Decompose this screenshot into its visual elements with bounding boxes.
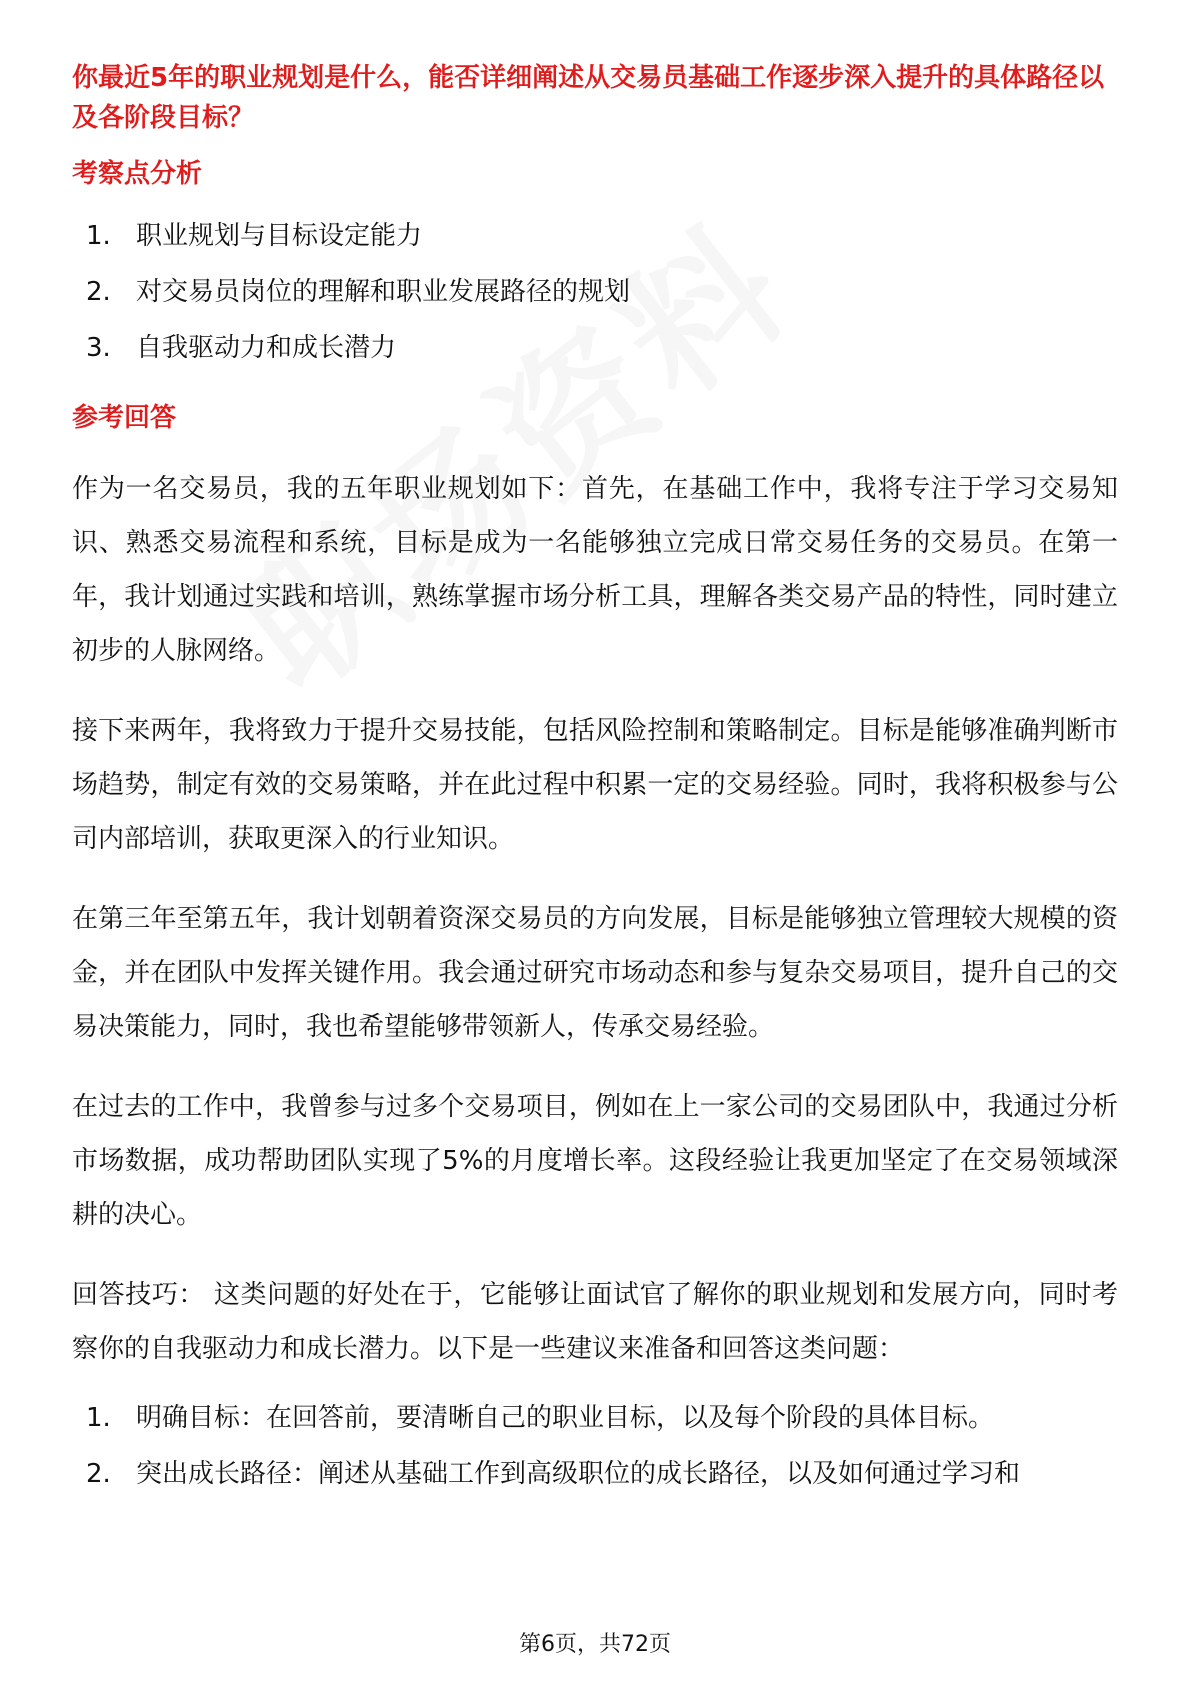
answer-paragraph: 在过去的工作中，我曾参与过多个交易项目，例如在上一家公司的交易团队中，我通过分析市场数据，成功帮助团队实现了5%的月度增长率。这段经验让我更加坚定了在交易领域深耕的决心。 (72, 1092, 1118, 1230)
answer-paragraph: 在第三年至第五年，我计划朝着资深交易员的方向发展，目标是能够独立管理较大规模的资金，并在团队中发挥关键作用。我会通过研究市场动态和参与复杂交易项目，提升自己的交易决策能力，同时，我也希望能够带领新人，传承交易经验。 (72, 904, 1118, 1042)
list-item-text: 突出成长路径：阐述从基础工作到高级职位的成长路径，以及如何通过学习和 (136, 1459, 1021, 1489)
list-item-number: 2. (86, 1459, 111, 1489)
question-title: 你最近5年的职业规划是什么，能否详细阐述从交易员基础工作逐步深入提升的具体路径以及各阶段目标？ (72, 63, 1105, 133)
list-item (72, 264, 1118, 320)
list-item-text: 对交易员岗位的理解和职业发展路径的规划 (136, 277, 631, 307)
list-item-number: 1. (86, 221, 111, 251)
answer-paragraph: 接下来两年，我将致力于提升交易技能，包括风险控制和策略制定。目标是能够准确判断市场趋势，制定有效的交易策略，并在此过程中积累一定的交易经验。同时，我将积极参与公司内部培训，获取更深入的行业知识。 (72, 716, 1118, 854)
answer-heading: 参考回答 (72, 403, 177, 433)
list-item-number: 3. (86, 333, 111, 363)
list-item-text: 明确目标：在回答前，要清晰自己的职业目标，以及每个阶段的具体目标。 (136, 1403, 995, 1433)
list-item (72, 1446, 1118, 1502)
list-item-number: 2. (86, 277, 111, 307)
analysis-heading: 考察点分析 (72, 159, 203, 189)
list-item (72, 208, 1118, 264)
list-item-number: 1. (86, 1403, 111, 1433)
list-item (72, 1390, 1118, 1446)
tips-intro-paragraph: 回答技巧： 这类问题的好处在于，它能够让面试官了解你的职业规划和发展方向，同时考察你的自我驱动力和成长潜力。以下是一些建议来准备和回答这类问题： (72, 1280, 1118, 1364)
list-item-text: 自我驱动力和成长潜力 (136, 333, 397, 363)
list-item (72, 320, 1118, 376)
tips-list (72, 1390, 1118, 1502)
analysis-list (72, 208, 1118, 376)
page-number-footer: 第6页，共72页 (519, 1632, 671, 1657)
document-body (72, 58, 1118, 1502)
answer-paragraph: 作为一名交易员，我的五年职业规划如下：首先，在基础工作中，我将专注于学习交易知识、熟悉交易流程和系统，目标是成为一名能够独立完成日常交易任务的交易员。在第一年，我计划通过实践和培训，熟练掌握市场分析工具，理解各类交易产品的特性，同时建立初步的人脉网络。 (72, 474, 1118, 666)
list-item-text: 职业规划与目标设定能力 (136, 221, 423, 251)
